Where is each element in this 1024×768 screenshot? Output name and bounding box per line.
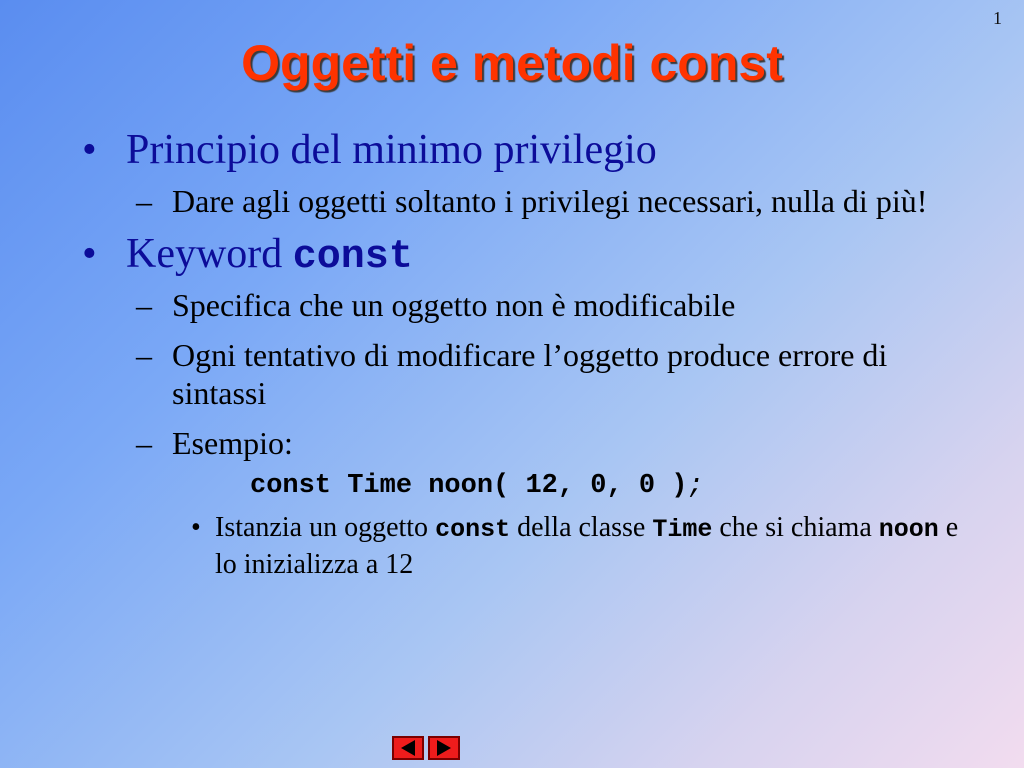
previous-slide-button[interactable] xyxy=(392,736,424,760)
keyword-const-code: const xyxy=(292,235,413,280)
slide-navigation xyxy=(392,736,460,760)
text-part1: Istanzia un oggetto xyxy=(215,512,436,543)
subbullet-text: Dare agli oggetti soltanto i privilegi necessari, nulla di più! xyxy=(172,183,928,219)
code-semicolon: ; xyxy=(687,471,704,501)
code-example xyxy=(82,466,962,506)
dash-marker: – xyxy=(136,425,152,461)
subbullet-ogni-tentativo xyxy=(82,336,962,412)
subbullet-text: Specifica che un oggetto non è modificabile xyxy=(172,287,736,323)
subbullet-dare xyxy=(82,182,962,220)
subbullet-text: Ogni tentativo di modificare l’oggetto produce errore di sintassi xyxy=(172,337,888,411)
slide-content xyxy=(82,126,962,582)
code-example-text: const Time noon( 12, 0, 0 ) xyxy=(250,471,688,501)
bullet-keyword xyxy=(82,230,962,282)
bullet-marker: • xyxy=(82,127,97,173)
code-noon: noon xyxy=(878,515,939,544)
bullet-text: Keyword xyxy=(126,231,293,277)
subbullet-text: Esempio: xyxy=(172,425,293,461)
dash-marker: – xyxy=(136,183,152,219)
dash-marker: – xyxy=(136,287,152,323)
text-part3: che si chiama xyxy=(712,512,879,543)
bullet-marker: • xyxy=(82,231,97,277)
text-part2: della classe xyxy=(510,512,653,543)
slide-title: Oggetti e metodi const xyxy=(241,35,783,91)
dash-marker: – xyxy=(136,337,152,373)
bullet-principio xyxy=(82,126,962,174)
triangle-left-icon xyxy=(401,740,415,756)
bullet-marker: • xyxy=(191,512,201,543)
next-slide-button[interactable] xyxy=(428,736,460,760)
subbullet-esempio xyxy=(82,424,962,462)
text-part4: e lo inizializza a 12 xyxy=(215,512,959,580)
subbullet-specifica xyxy=(82,286,962,324)
code-time: Time xyxy=(652,515,713,544)
triangle-right-icon xyxy=(437,740,451,756)
bullet-text: Principio del minimo privilegio xyxy=(126,127,657,173)
code-const: const xyxy=(435,515,511,544)
slide-number: 1 xyxy=(993,8,1002,28)
subsubbullet-istanzia xyxy=(82,510,962,582)
